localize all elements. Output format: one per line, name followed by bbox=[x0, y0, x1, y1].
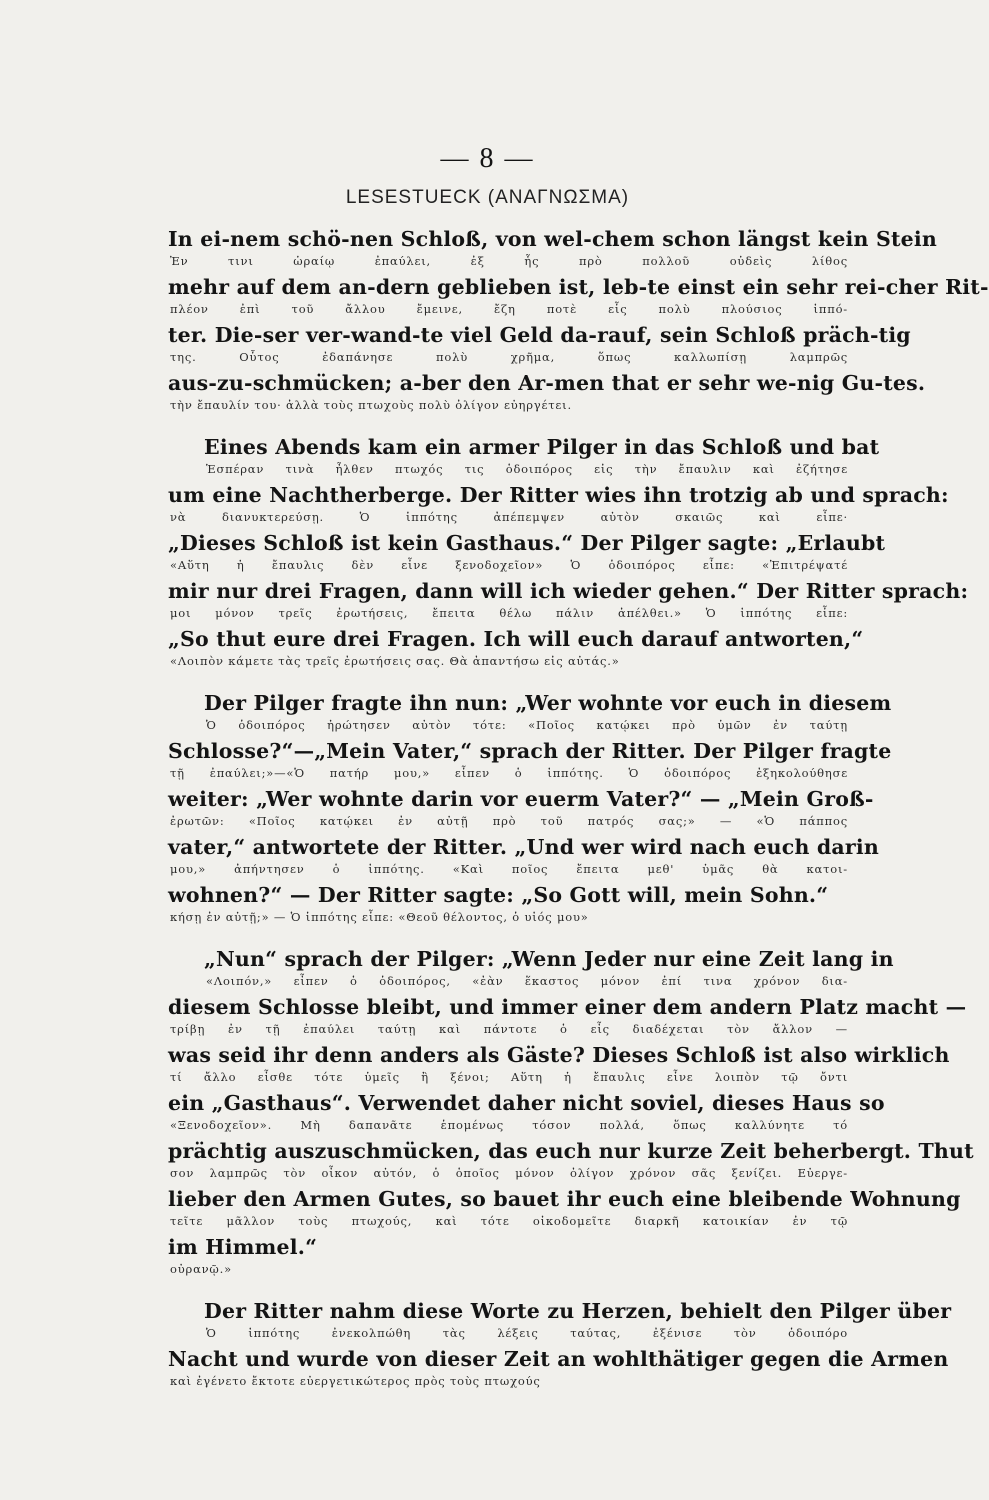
german-line: vater,“ antwortete der Ritter. „Und wer wird nach euch darin bbox=[168, 835, 880, 859]
greek-line: Ἐν τινι ὡραίῳ ἐπαύλει, ἐξ ἧς πρὸ πολλοῦ οὐδεὶς λίθος bbox=[170, 254, 848, 268]
bilingual-text-block bbox=[168, 225, 989, 1393]
greek-line: τῇ ἐπαύλει;»—«Ὁ πατήρ μου,» εἶπεν ὁ ἱππότης. Ὁ ὁδοιπόρος ἐξηκολούθησε bbox=[170, 766, 848, 780]
german-line: Nacht und wurde von dieser Zeit an wohlthätiger gegen die Armen bbox=[168, 1347, 949, 1371]
greek-line: της. Οὗτος ἐδαπάνησε πολὺ χρῆμα, ὅπως καλλωπίσῃ λαμπρῶς bbox=[170, 350, 848, 364]
german-line: „So thut eure drei Fragen. Ich will euch darauf antworten,“ bbox=[168, 627, 864, 651]
german-line: aus-zu-schmücken; a-ber den Ar-men that er sehr we-nig Gu-tes. bbox=[168, 371, 926, 395]
greek-line: Ὁ ὁδοιπόρος ἠρώτησεν αὐτὸν τότε: «Ποῖος κατῴκει πρὸ ὑμῶν ἐν ταύτῃ bbox=[206, 718, 848, 732]
german-line: diesem Schlosse bleibt, und immer einer dem andern Platz macht — bbox=[168, 995, 967, 1019]
german-line: um eine Nachtherberge. Der Ritter wies ihn trotzig ab und sprach: bbox=[168, 483, 949, 507]
greek-line: οὐρανῷ.» bbox=[170, 1262, 232, 1276]
greek-line: τεῖτε μᾶλλον τοὺς πτωχούς, καὶ τότε οἰκοδομεῖτε διαρκῆ κατοικίαν ἐν τῷ bbox=[170, 1214, 848, 1228]
greek-line: «Αὕτη ἡ ἔπαυλις δὲν εἶνε ξενοδοχεῖον» Ὁ ὁδοιπόρος εἶπε: «Ἐπιτρέψατέ bbox=[170, 558, 848, 572]
german-line: Der Ritter nahm diese Worte zu Herzen, behielt den Pilger über bbox=[204, 1299, 952, 1323]
paragraph-gap bbox=[168, 1281, 848, 1297]
greek-line: καὶ ἐγένετο ἔκτοτε εὐεργετικώτερος πρὸς τοὺς πτωχούς bbox=[170, 1374, 541, 1388]
german-line: mehr auf dem an-dern geblieben ist, leb-te einst ein sehr rei-cher Rit- bbox=[168, 275, 989, 299]
german-line: „Dieses Schloß ist kein Gasthaus.“ Der Pilger sagte: „Erlaubt bbox=[168, 531, 886, 555]
german-line: im Himmel.“ bbox=[168, 1235, 318, 1259]
german-line: Schlosse?“—„Mein Vater,“ sprach der Ritter. Der Pilger fragte bbox=[168, 739, 892, 763]
greek-line: «Λοιπόν,» εἶπεν ὁ ὁδοιπόρος, «ἐὰν ἕκαστος μόνον ἐπί τινα χρόνον δια- bbox=[206, 974, 848, 988]
page-number: — 8 — bbox=[440, 143, 535, 174]
german-line: „Nun“ sprach der Pilger: „Wenn Jeder nur eine Zeit lang in bbox=[204, 947, 894, 971]
greek-line: Ἑσπέραν τινὰ ἦλθεν πτωχός τις ὁδοιπόρος εἰς τὴν ἔπαυλιν καὶ ἐζήτησε bbox=[206, 462, 848, 476]
german-line: In ei-nem schö-nen Schloß, von wel-chem schon längst kein Stein bbox=[168, 227, 937, 251]
german-line: ter. Die-ser ver-wand-te viel Geld da-rauf, sein Schloß präch-tig bbox=[168, 323, 911, 347]
greek-line: νὰ διανυκτερεύσῃ. Ὁ ἱππότης ἀπέπεμψεν αὐτὸν σκαιῶς καὶ εἶπε· bbox=[170, 510, 848, 524]
greek-line: κήσῃ ἐν αὐτῇ;» — Ὁ ἱππότης εἶπε: «Θεοῦ θέλοντος, ὁ υἱός μου» bbox=[170, 910, 589, 924]
greek-line: μοι μόνον τρεῖς ἐρωτήσεις, ἔπειτα θέλω πάλιν ἀπέλθει.» Ὁ ἱππότης εἶπε: bbox=[170, 606, 848, 620]
greek-line: Ὁ ἱππότης ἐνεκολπώθη τὰς λέξεις ταύτας, ἐξένισε τὸν ὁδοιπόρο bbox=[206, 1326, 848, 1340]
section-heading: LESESTUECK (ΑΝΑΓΝΩΣΜΑ) bbox=[345, 187, 630, 208]
greek-line: σον λαμπρῶς τὸν οἶκον αὐτόν, ὁ ὁποῖος μόνον ὀλίγον χρόνον σᾶς ξενίζει. Εὐεργε- bbox=[170, 1166, 848, 1180]
german-line: weiter: „Wer wohnte darin vor euerm Vater?“ — „Mein Groß- bbox=[168, 787, 874, 811]
german-line: Der Pilger fragte ihn nun: „Wer wohnte vor euch in diesem bbox=[204, 691, 892, 715]
greek-line: «Ξενοδοχεῖον». Μὴ δαπανᾶτε ἑπομένως τόσον πολλά, ὅπως καλλύνητε τό bbox=[170, 1118, 848, 1132]
greek-line: τὴν ἔπαυλίν του· ἀλλὰ τοὺς πτωχοὺς πολὺ ὀλίγον εὐηργέτει. bbox=[170, 398, 572, 412]
german-line: mir nur drei Fragen, dann will ich wieder gehen.“ Der Ritter sprach: bbox=[168, 579, 969, 603]
german-line: wohnen?“ — Der Ritter sagte: „So Gott will, mein Sohn.“ bbox=[168, 883, 829, 907]
paragraph-gap bbox=[168, 417, 848, 433]
greek-line: «Λοιπὸν κάμετε τὰς τρεῖς ἐρωτήσεις σας. Θὰ ἀπαντήσω εἰς αὐτάς.» bbox=[170, 654, 620, 668]
greek-line: ἐρωτῶν: «Ποῖος κατῴκει ἐν αὐτῇ πρὸ τοῦ πατρός σας;» — «Ὁ πάππος bbox=[170, 814, 848, 828]
german-line: ein „Gasthaus“. Verwendet daher nicht soviel, dieses Haus so bbox=[168, 1091, 885, 1115]
german-line: was seid ihr denn anders als Gäste? Dieses Schloß ist also wirklich bbox=[168, 1043, 950, 1067]
paragraph-gap bbox=[168, 673, 848, 689]
greek-line: τρίβῃ ἐν τῇ ἐπαύλει ταύτῃ καὶ πάντοτε ὁ εἷς διαδέχεται τὸν ἄλλον — bbox=[170, 1022, 848, 1036]
german-line: lieber den Armen Gutes, so bauet ihr euch eine bleibende Wohnung bbox=[168, 1187, 961, 1211]
german-line: Eines Abends kam ein armer Pilger in das Schloß und bat bbox=[204, 435, 880, 459]
greek-line: πλέον ἐπὶ τοῦ ἄλλου ἔμεινε, ἔζη ποτὲ εἷς πολὺ πλούσιος ἱππό- bbox=[170, 302, 848, 316]
greek-line: μου,» ἀπήντησεν ὁ ἱππότης. «Καὶ ποῖος ἔπειτα μεθ' ὑμᾶς θὰ κατοι- bbox=[170, 862, 848, 876]
greek-line: τί ἄλλο εἶσθε τότε ὑμεῖς ἢ ξένοι; Αὕτη ἡ ἔπαυλις εἶνε λοιπὸν τῷ ὄντι bbox=[170, 1070, 848, 1084]
german-line: prächtig auszuschmücken, das euch nur kurze Zeit beherbergt. Thut bbox=[168, 1139, 974, 1163]
paragraph-gap bbox=[168, 929, 848, 945]
